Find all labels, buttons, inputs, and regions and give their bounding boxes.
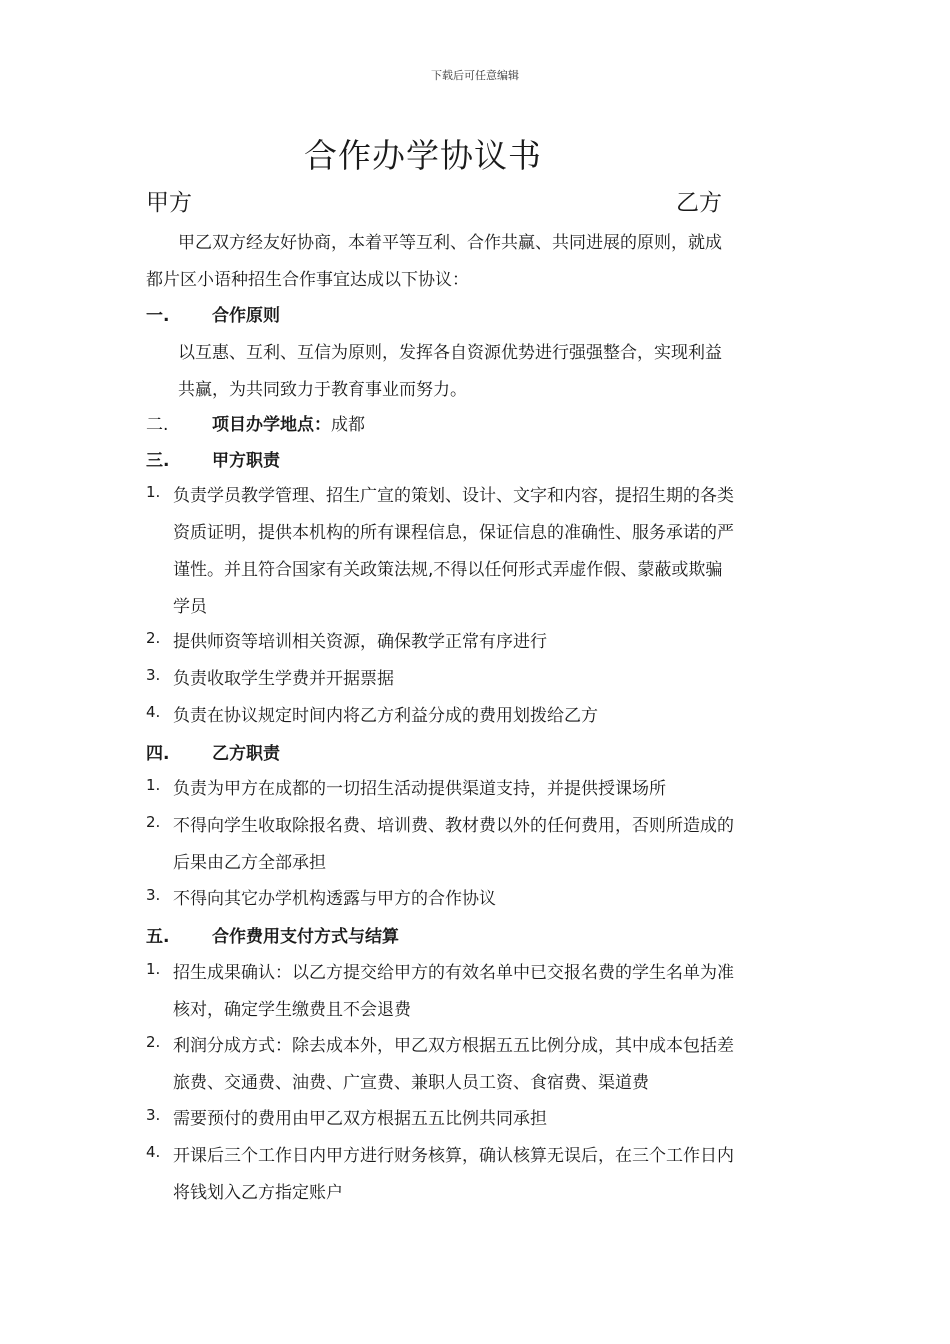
- list-item-line: 提供师资等培训相关资源，确保教学正常有序进行: [173, 632, 547, 652]
- section-heading-label: 项目办学地点：: [212, 415, 331, 435]
- list-item-line: 不得向其它办学机构透露与甲方的合作协议: [173, 889, 496, 909]
- list-number: 4.: [146, 703, 161, 721]
- list-item-line: 招生成果确认：以乙方提交给甲方的有效名单中已交报名费的学生名单为准: [173, 963, 734, 983]
- section-heading: 甲方职责: [212, 451, 280, 471]
- list-item-line: 谨性。并且符合国家有关政策法规,不得以任何形式弄虚作假、蒙蔽或欺骗: [173, 560, 723, 580]
- body-line: 以互惠、互利、互信为原则，发挥各自资源优势进行强强整合，实现利益: [178, 343, 722, 363]
- document-title: 合作办学协议书: [304, 136, 542, 175]
- list-number: 2.: [146, 813, 161, 831]
- list-number: 3.: [146, 1106, 161, 1124]
- list-item-line: 旅费、交通费、油费、广宣费、兼职人员工资、食宿费、渠道费: [173, 1073, 649, 1093]
- location-value: 成都: [331, 415, 365, 435]
- list-item-line: 开课后三个工作日内甲方进行财务核算，确认核算无误后，在三个工作日内: [173, 1146, 734, 1166]
- section-number: 四.: [146, 744, 170, 764]
- list-number: 2.: [146, 629, 161, 647]
- section-number: 一.: [146, 306, 170, 326]
- list-item-line: 后果由乙方全部承担: [173, 853, 326, 873]
- section-number: 二.: [146, 415, 169, 435]
- list-number: 3.: [146, 886, 161, 904]
- section-number: 五.: [146, 927, 170, 947]
- section-heading: 合作费用支付方式与结算: [212, 927, 399, 947]
- list-item-line: 负责收取学生学费并开据票据: [173, 669, 394, 689]
- section-heading: [212, 410, 365, 435]
- list-item-line: 核对，确定学生缴费且不会退费: [173, 1000, 411, 1020]
- party-b-label: 乙方: [676, 190, 722, 216]
- section-number: 三.: [146, 451, 170, 471]
- list-number: 3.: [146, 666, 161, 684]
- list-item-line: 不得向学生收取除报名费、培训费、教材费以外的任何费用，否则所造成的: [173, 816, 734, 836]
- list-item-line: 负责学员教学管理、招生广宣的策划、设计、文字和内容，提招生期的各类: [173, 486, 734, 506]
- section-heading: 乙方职责: [212, 744, 280, 764]
- list-number: 1.: [146, 483, 161, 501]
- list-number: 2.: [146, 1033, 161, 1051]
- list-item-line: 需要预付的费用由甲乙双方根据五五比例共同承担: [173, 1109, 547, 1129]
- list-item-line: 负责为甲方在成都的一切招生活动提供渠道支持，并提供授课场所: [173, 779, 666, 799]
- header-note: 下载后可任意编辑: [431, 69, 519, 82]
- list-item-line: 利润分成方式：除去成本外，甲乙双方根据五五比例分成，其中成本包括差: [173, 1036, 734, 1056]
- list-item-line: 将钱划入乙方指定账户: [173, 1183, 343, 1203]
- list-item-line: 资质证明，提供本机构的所有课程信息，保证信息的准确性、服务承诺的严: [173, 523, 734, 543]
- intro-line: 都片区小语种招生合作事宜达成以下协议：: [146, 270, 469, 290]
- list-number: 1.: [146, 960, 161, 978]
- intro-line: 甲乙双方经友好协商，本着平等互利、合作共赢、共同进展的原则，就成: [178, 233, 722, 253]
- body-line: 共赢，为共同致力于教育事业而努力。: [178, 380, 467, 400]
- list-item-line: 负责在协议规定时间内将乙方利益分成的费用划拨给乙方: [173, 706, 598, 726]
- list-item-line: 学员: [173, 597, 207, 617]
- section-heading: 合作原则: [212, 306, 280, 326]
- list-number: 4.: [146, 1143, 161, 1161]
- list-number: 1.: [146, 776, 161, 794]
- party-a-label: 甲方: [146, 190, 192, 216]
